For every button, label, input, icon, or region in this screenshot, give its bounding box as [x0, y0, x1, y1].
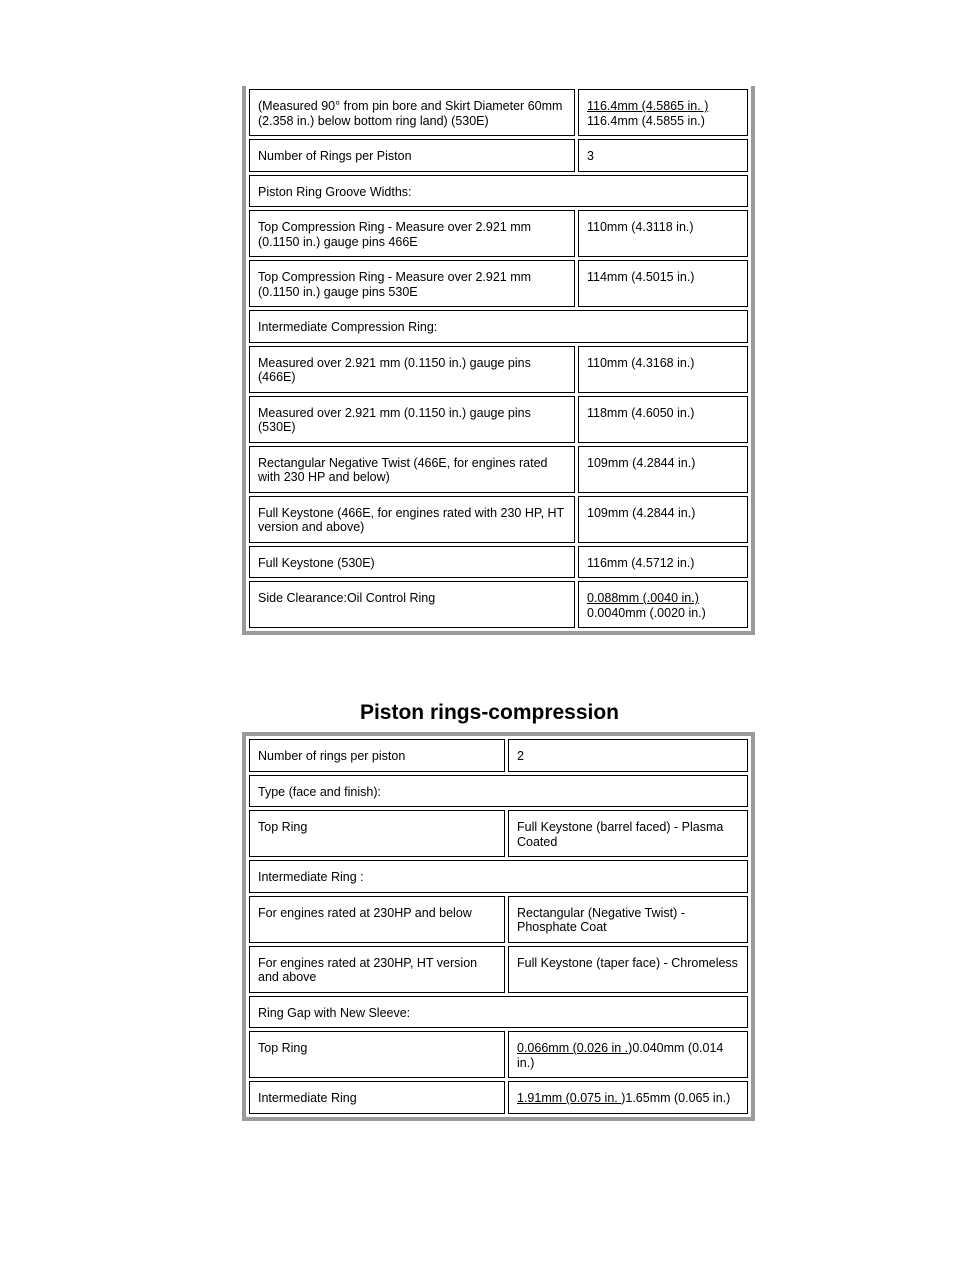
section-header-cell: Ring Gap with New Sleeve:	[249, 996, 748, 1029]
spec-value-min: )0.040mm (0.014 in.)	[517, 1041, 724, 1070]
table-row	[249, 310, 748, 343]
spec-label: For engines rated at 230HP, HT version and above	[249, 946, 505, 993]
table-row	[249, 946, 748, 993]
spec-value: 118mm (4.6050 in.)	[578, 396, 748, 443]
spec-label: Top Ring	[249, 1031, 505, 1078]
section-header-cell: Intermediate Compression Ring:	[249, 310, 748, 343]
spec-value: 3	[578, 139, 748, 172]
spec-value: 2	[508, 739, 748, 772]
spec-label: Top Ring	[249, 810, 505, 857]
table-row	[249, 581, 748, 628]
spec-value	[508, 1081, 748, 1114]
compression-rings-table	[242, 732, 755, 1121]
piston-specs-table	[242, 86, 755, 635]
section-header-cell: Intermediate Ring :	[249, 860, 748, 893]
spec-value-min: 116.4mm (4.5855 in.)	[587, 113, 705, 128]
spec-label: Full Keystone (466E, for engines rated with 230 HP, HT version and above)	[249, 496, 575, 543]
spec-label: (Measured 90° from pin bore and Skirt Diameter 60mm (2.358 in.) below bottom ring land) (530E)	[249, 89, 575, 136]
spec-label: Number of Rings per Piston	[249, 139, 575, 172]
spec-label: Number of rings per piston	[249, 739, 505, 772]
spec-value: Full Keystone (taper face) - Chromeless	[508, 946, 748, 993]
spec-value: Rectangular (Negative Twist) - Phosphate Coat	[508, 896, 748, 943]
spec-label: Measured over 2.921 mm (0.1150 in.) gauge pins (466E)	[249, 346, 575, 393]
table-row	[249, 775, 748, 808]
section-title: Piston rings-compression	[359, 701, 620, 724]
spec-label: Intermediate Ring	[249, 1081, 505, 1114]
section-header-cell: Piston Ring Groove Widths:	[249, 175, 748, 208]
spec-value: 109mm (4.2844 in.)	[578, 496, 748, 543]
spec-label: Side Clearance:Oil Control Ring	[249, 581, 575, 628]
table-row	[249, 810, 748, 857]
spec-value	[508, 1031, 748, 1078]
spec-value-max: 116.4mm (4.5865 in. )	[587, 99, 709, 113]
table-row	[249, 860, 748, 893]
table-row	[249, 1081, 748, 1114]
table-row	[249, 139, 748, 172]
spec-value: 109mm (4.2844 in.)	[578, 446, 748, 493]
spec-value: Full Keystone (barrel faced) - Plasma Coated	[508, 810, 748, 857]
spec-value: 114mm (4.5015 in.)	[578, 260, 748, 307]
table-row	[249, 496, 748, 543]
spec-label: Top Compression Ring - Measure over 2.921 mm (0.1150 in.) gauge pins 466E	[249, 210, 575, 257]
table-row	[249, 1031, 748, 1078]
table-row	[249, 446, 748, 493]
table-row	[249, 210, 748, 257]
table-row	[249, 396, 748, 443]
spec-value-min: )1.65mm (0.065 in.)	[621, 1091, 731, 1105]
spec-label: Full Keystone (530E)	[249, 546, 575, 579]
table-row	[249, 546, 748, 579]
spec-value	[578, 581, 748, 628]
table-row	[249, 175, 748, 208]
spec-label: Top Compression Ring - Measure over 2.921 mm (0.1150 in.) gauge pins 530E	[249, 260, 575, 307]
spec-label: Rectangular Negative Twist (466E, for engines rated with 230 HP and below)	[249, 446, 575, 493]
table-row	[249, 896, 748, 943]
spec-value	[578, 89, 748, 136]
spec-value-max: 1.91mm (0.075 in.	[517, 1091, 622, 1105]
table-row	[249, 89, 748, 136]
spec-value: 110mm (4.3118 in.)	[578, 210, 748, 257]
spec-value: 116mm (4.5712 in.)	[578, 546, 748, 579]
spec-label: For engines rated at 230HP and below	[249, 896, 505, 943]
table-row	[249, 739, 748, 772]
spec-value-max: 0.088mm (.0040 in.)	[587, 591, 699, 605]
spec-value-max: 0.066mm (0.026 in .	[517, 1041, 629, 1055]
spec-value: 110mm (4.3168 in.)	[578, 346, 748, 393]
table-row	[249, 346, 748, 393]
table-row	[249, 996, 748, 1029]
table-row	[249, 260, 748, 307]
spec-value-min: 0.0040mm (.0020 in.)	[587, 605, 706, 620]
spec-label: Measured over 2.921 mm (0.1150 in.) gauge pins (530E)	[249, 396, 575, 443]
section-header-cell: Type (face and finish):	[249, 775, 748, 808]
